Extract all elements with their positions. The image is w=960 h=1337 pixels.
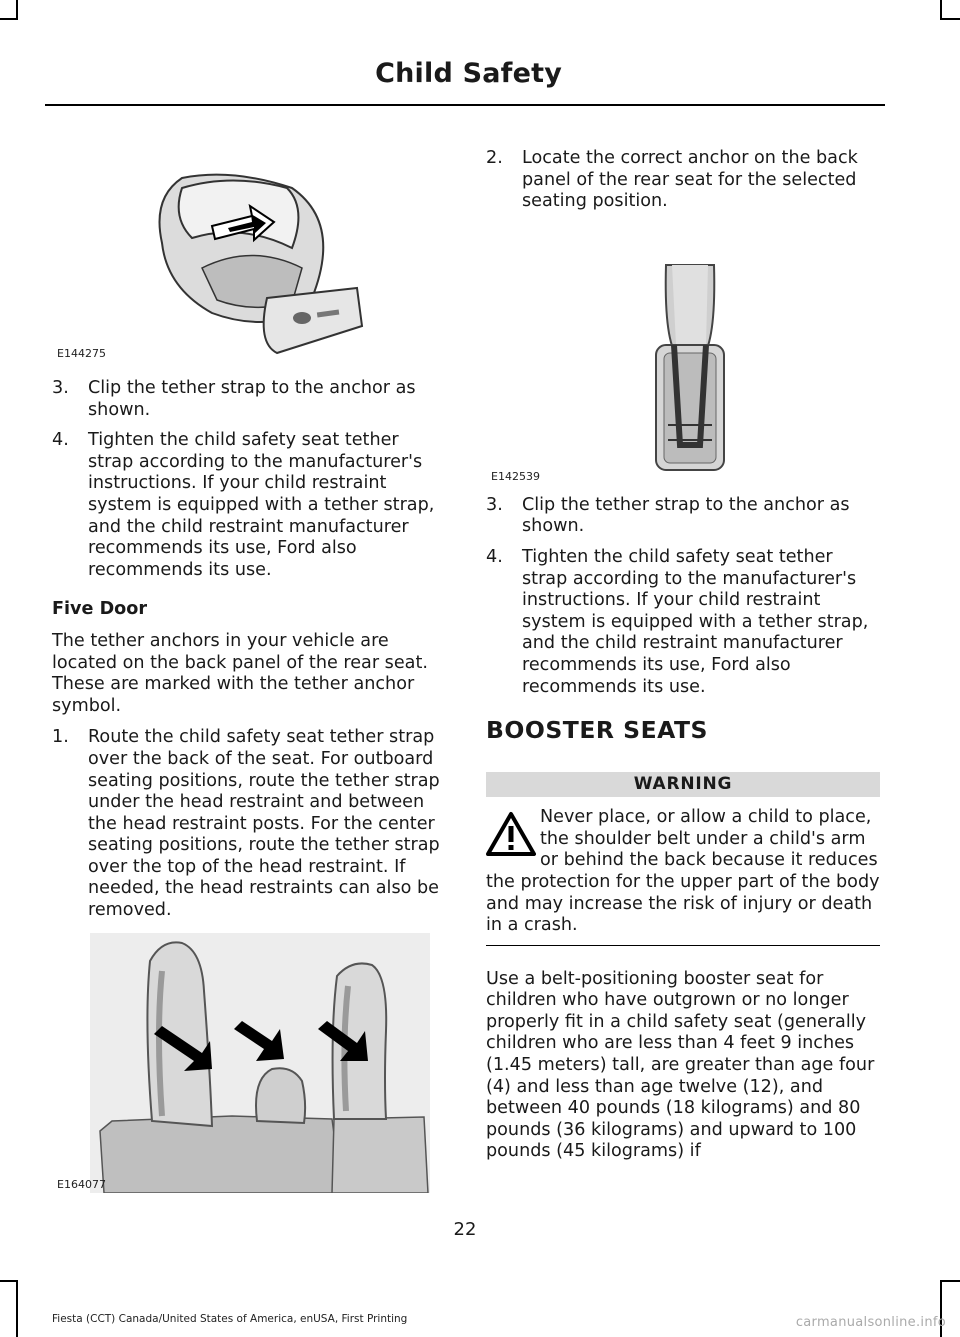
crop-mark [940, 18, 960, 20]
steps-list [52, 378, 447, 581]
list-item [486, 547, 880, 698]
step-number: 2. [486, 148, 503, 168]
warning-text: Never place, or allow a child to place, the shoulder belt under a child's arm or behind the back because it reduces the protection for the upper part of the body and may increase the risk of injury or death in a crash. [486, 807, 880, 936]
warning-box [486, 797, 880, 946]
step-text: Locate the correct anchor on the back panel of the rear seat for the selected seating position. [522, 148, 858, 212]
step-text: Clip the tether strap to the anchor as shown. [522, 494, 850, 537]
crop-mark [940, 0, 942, 20]
crop-mark [940, 1280, 960, 1282]
tether-anchor-cover-illustration [52, 128, 447, 362]
crop-mark [0, 1280, 18, 1282]
left-column [52, 128, 447, 1193]
list-item [486, 148, 880, 213]
step-text: Tighten the child safety seat tether strap according to the manufacturer's instructions. If your child restraint system is equipped with a tether strap, and the child restraint manufacturer recommends its use, Ford also recommends its use. [522, 546, 869, 697]
figure-code: E142539 [491, 469, 540, 483]
page-number: 22 [453, 1219, 477, 1240]
step-number: 4. [486, 546, 503, 567]
head-restraint-illustration [52, 931, 447, 1193]
footer-text: Fiesta (CCT) Canada/United States of America, enUSA, First Printing [52, 1313, 408, 1325]
step-text: Route the child safety seat tether strap over the back of the seat. For outboard seating positions, route the tether strap under the head restraint and between the head restraint posts. For the center seating positions, route the tether strap over the top of the head restraint. If needed, the head restraints can also be removed. [88, 727, 440, 921]
figure-code: E164077 [57, 1177, 106, 1191]
steps-list [486, 148, 880, 213]
tether-anchor-illustration [486, 225, 880, 485]
step-number: 3. [486, 494, 503, 515]
warning-label: WARNING [486, 772, 880, 797]
list-item [486, 495, 880, 538]
section-heading: BOOSTER SEATS [486, 716, 708, 745]
paragraph: The tether anchors in your vehicle are located on the back panel of the rear seat. These are marked with the tether anchor symbol. [52, 630, 428, 716]
step-number: 1. [52, 727, 69, 748]
crop-mark [16, 0, 18, 20]
step-number: 4. [52, 430, 69, 451]
step-number: 3. [52, 378, 69, 398]
watermark: carmanualsonline.info [795, 1315, 946, 1330]
list-item [52, 378, 447, 421]
anchor-figure [486, 225, 880, 485]
subsection-heading: Five Door [52, 599, 148, 620]
page-title: Child Safety [375, 58, 562, 89]
header-rule [45, 104, 885, 106]
steps-list [52, 727, 447, 921]
crop-mark [0, 18, 18, 20]
head-restraint-figure [52, 931, 447, 1193]
crop-mark [16, 1280, 18, 1337]
steps-list [486, 495, 880, 698]
list-item [52, 727, 447, 921]
paragraph: Use a belt-positioning booster seat for children who have outgrown or no longer properly fit in a child safety seat (generally children who are less than 4 feet 9 inches (1.45 meters) tall, are greater than age four (4) and less than age twelve (12), and between 40 pounds (18 kilograms) and 80 pounds (36 kilograms) and upward to 100 pounds (45 kilograms) if [486, 968, 875, 1162]
figure-code: E144275 [57, 347, 106, 360]
warning-rule [486, 945, 880, 946]
step-text: Clip the tether strap to the anchor as shown. [88, 378, 416, 420]
list-item [52, 430, 447, 581]
warning-triangle-icon [486, 811, 536, 857]
tether-anchor-cover-figure [52, 128, 447, 362]
step-text: Tighten the child safety seat tether strap according to the manufacturer's instructions. If your child restraint system is equipped with a tether strap, and the child restraint manufacturer recommends its use, Ford also recommends its use. [88, 430, 435, 580]
right-column [486, 148, 880, 1173]
